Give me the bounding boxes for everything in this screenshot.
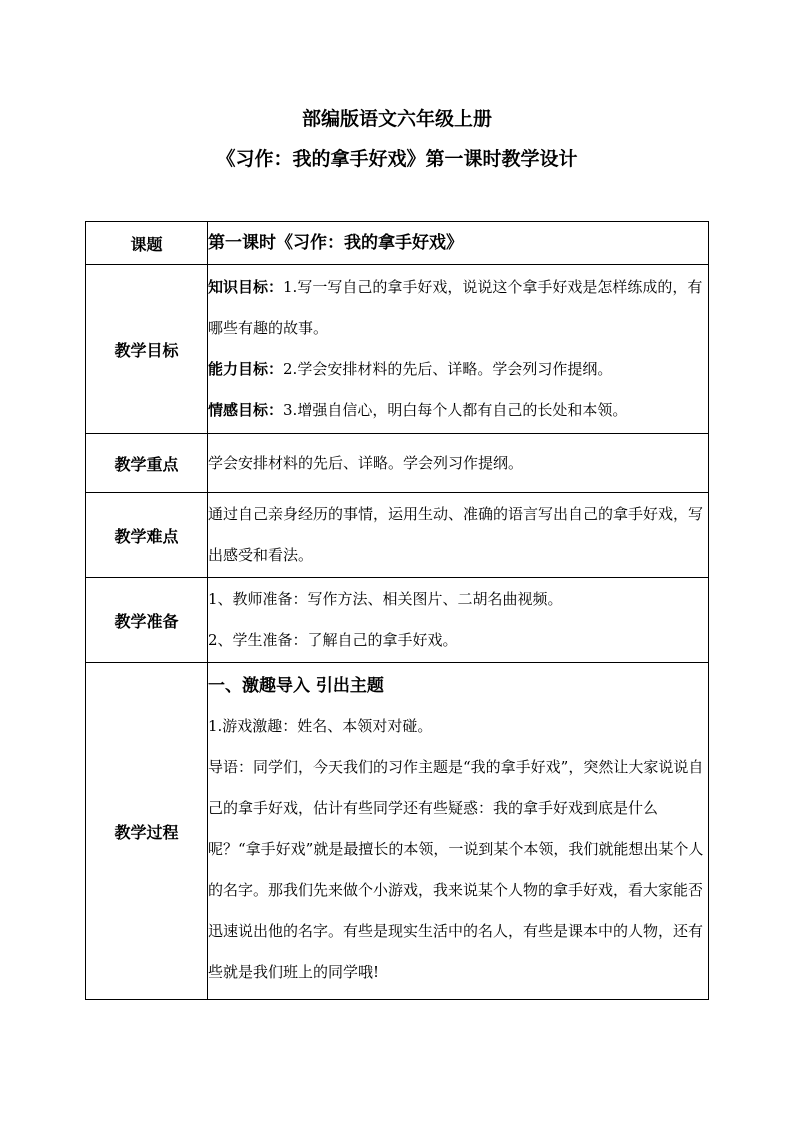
goal-item bbox=[208, 349, 708, 390]
goal-text: 1.写一写自己的拿手好戏，说说这个拿手好戏是怎样练成的，有哪些有趣的故事。 bbox=[208, 278, 703, 337]
key-points-text: 学会安排材料的先后、详略。学会列习作提纲。 bbox=[208, 434, 709, 493]
lesson-plan-table bbox=[85, 221, 709, 1000]
process-label: 教学过程 bbox=[86, 663, 208, 1000]
table-row-preparation bbox=[86, 578, 709, 663]
table-row-difficulties bbox=[86, 493, 709, 578]
table-row-goals bbox=[86, 265, 709, 434]
goal-item bbox=[208, 390, 708, 431]
table-row-process bbox=[86, 663, 709, 1000]
process-section-heading: 一、激趣导入 引出主题 bbox=[208, 676, 384, 696]
preparation-content bbox=[208, 578, 709, 663]
goal-item bbox=[208, 267, 708, 349]
goal-head: 能力目标： bbox=[208, 360, 284, 378]
table-row-key-points bbox=[86, 434, 709, 493]
topic-value: 第一课时《习作：我的拿手好戏》 bbox=[208, 222, 709, 265]
difficulties-text: 通过自己亲身经历的事情，运用生动、准确的语言写出自己的拿手好戏，写出感受和看法。 bbox=[208, 493, 709, 578]
goals-label: 教学目标 bbox=[86, 265, 208, 434]
process-content bbox=[208, 663, 709, 1000]
difficulties-label: 教学难点 bbox=[86, 493, 208, 578]
topic-label: 课题 bbox=[86, 222, 208, 265]
goal-head: 知识目标： bbox=[208, 278, 284, 296]
goals-content bbox=[208, 265, 709, 434]
process-intro: 导语：同学们，今天我们的习作主题是“我的拿手好戏”，突然让大家说说自己的拿手好戏，估计有些同学还有些疑惑：我的拿手好戏到底是什么呢？“拿手好戏”就是最擅长的本领，一说到某个本领，我们就能想出某个人的名字。那我们先来做个小游戏，我来说某个人物的拿手好戏，看大家能否迅速说出他的名字。有些是现实生活中的名人，有些是课本中的人物，还有些就是我们班上的同学哦! bbox=[208, 758, 704, 981]
key-points-label: 教学重点 bbox=[86, 434, 208, 493]
goal-text: 3.增强自信心，明白每个人都有自己的长处和本领。 bbox=[283, 401, 628, 419]
table-row-topic bbox=[86, 222, 709, 265]
document-subtitle: 《习作：我的拿手好戏》第一课时教学设计 bbox=[216, 148, 578, 170]
goal-text: 2.学会安排材料的先后、详略。学会列习作提纲。 bbox=[283, 360, 613, 378]
preparation-label: 教学准备 bbox=[86, 578, 208, 663]
process-step: 1.游戏激趣：姓名、本领对对碰。 bbox=[208, 717, 433, 735]
goal-head: 情感目标： bbox=[208, 401, 284, 419]
preparation-item: 1、教师准备：写作方法、相关图片、二胡名曲视频。 bbox=[208, 590, 563, 608]
preparation-item: 2、学生准备：了解自己的拿手好戏。 bbox=[208, 631, 458, 649]
document-title: 部编版语文六年级上册 bbox=[301, 108, 492, 130]
